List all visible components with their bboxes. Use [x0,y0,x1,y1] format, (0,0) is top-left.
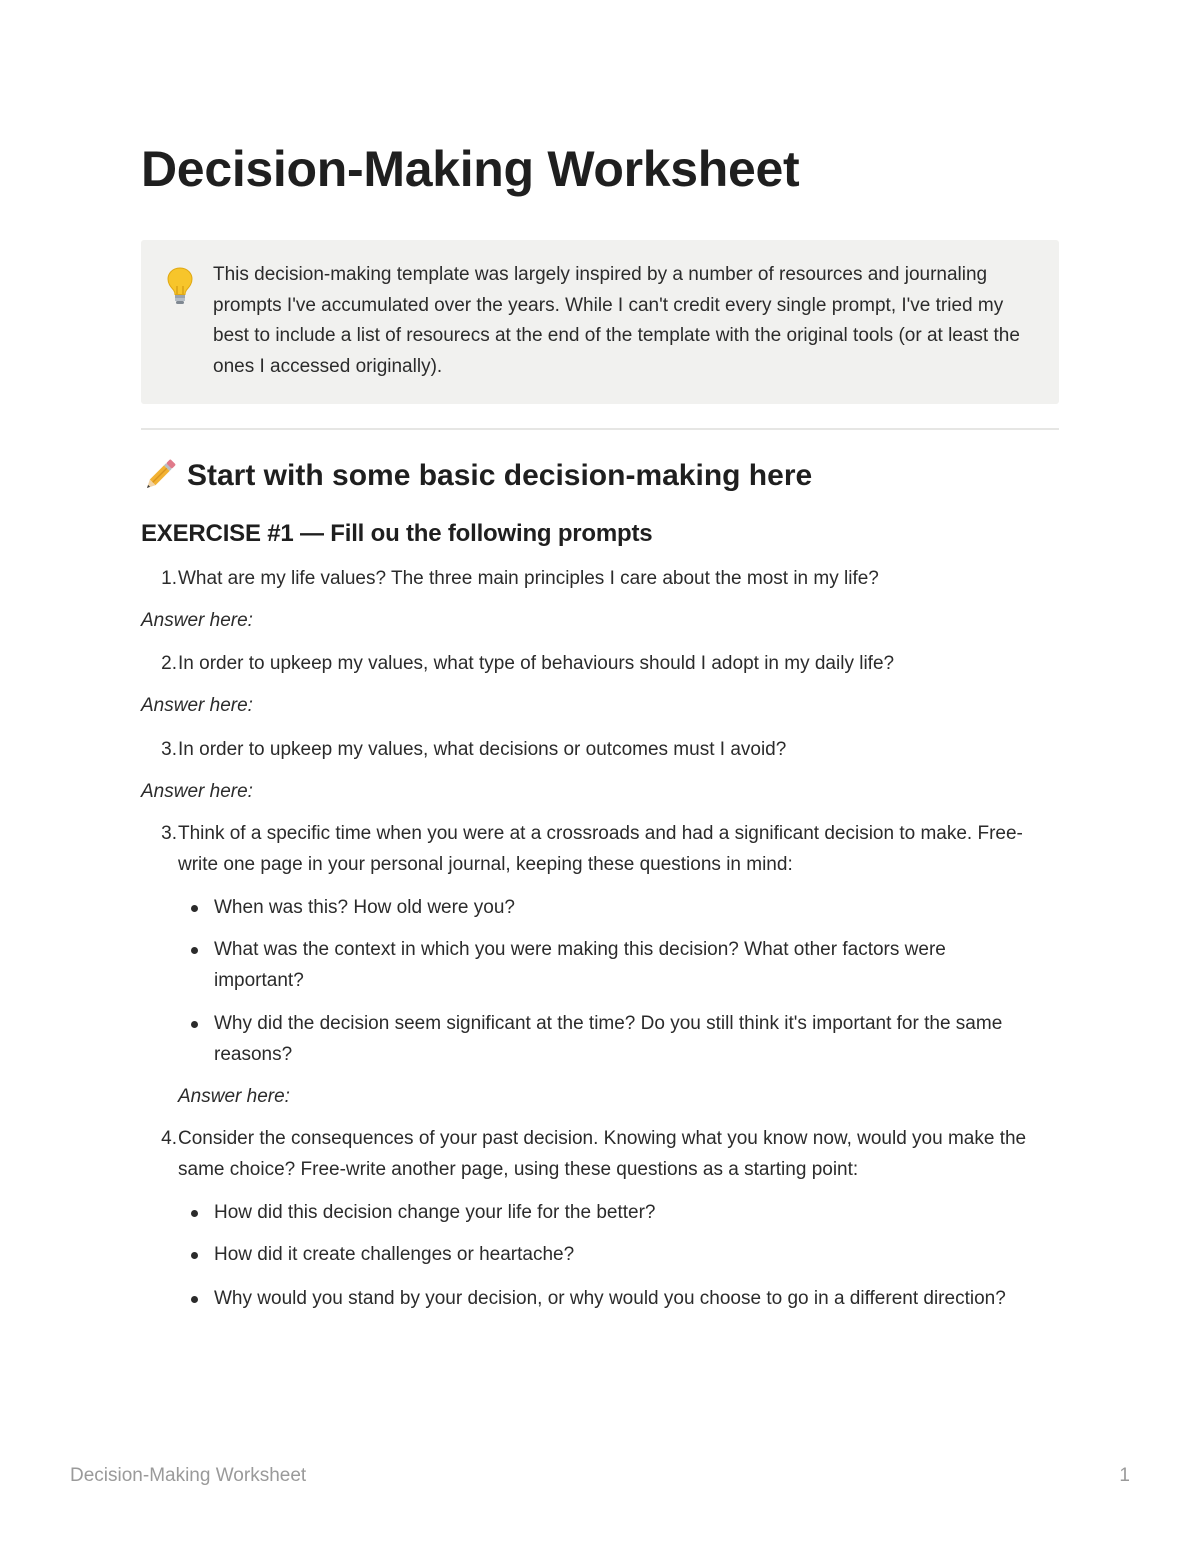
footer-title: Decision-Making Worksheet [70,1465,307,1486]
list-number: 3. [161,739,177,760]
prompt-text: Consider the consequences of your past decision. Knowing what you know now, would you make the same choice? Free-write another page, using these questions as a starting point: [178,1128,1027,1180]
bullet-text: Why would you stand by your decision, or why would you choose to go in a different direction? [214,1288,1006,1309]
prompt-text: In order to upkeep my values, what decisions or outcomes must I avoid? [178,739,787,760]
bullet-dot [191,1252,198,1259]
bullet-text: What was the context in which you were making this decision? What other factors were important? [214,939,946,991]
callout-text: This decision-making template was largely inspired by a number of resources and journaling prompts I've accumulated over the years. While I can't credit every single prompt, I've tried my best to include a list of resourecs at the end of the template with the original tools (or at least the ones I accessed originally). [213,264,1020,377]
answer-label: Answer here: [141,610,253,631]
bullet-dot [191,905,198,912]
prompt-text: What are my life values? The three main principles I care about the most in my life? [178,568,879,589]
bullet-dot [191,947,198,954]
prompt-text: In order to upkeep my values, what type of behaviours should I adopt in my daily life? [178,653,895,674]
list-number: 3. [161,823,177,844]
bullet-text: How did this decision change your life for the better? [214,1202,656,1223]
section-heading [141,458,812,494]
callout-box [141,240,1059,404]
bullet-text: How did it create challenges or heartache? [214,1244,575,1265]
bullet-text: When was this? How old were you? [214,897,515,918]
bullet-dot [191,1021,198,1028]
list-number: 1. [161,568,177,589]
prompt-text: Think of a specific time when you were at a crossroads and had a significant decision to make. Free-write one page in your personal journal, keeping these questions in mind: [178,823,1023,875]
lightbulb-icon [165,266,195,306]
section-heading-text: Start with some basic decision-making here [187,459,813,492]
page-number: 1 [1119,1465,1130,1486]
list-number: 4. [161,1128,177,1149]
exercise-heading: EXERCISE #1 — Fill ou the following prompts [141,520,653,547]
list-number: 2. [161,653,177,674]
answer-label: Answer here: [141,781,253,802]
bullet-text: Why did the decision seem significant at the time? Do you still think it's important for the same reasons? [214,1013,1003,1065]
bullet-dot [191,1296,198,1303]
bullet-dot [191,1210,198,1217]
answer-label: Answer here: [178,1086,290,1107]
divider [141,428,1059,430]
page-title: Decision-Making Worksheet [141,141,800,197]
pencil-icon [141,458,177,494]
answer-label: Answer here: [141,695,253,716]
